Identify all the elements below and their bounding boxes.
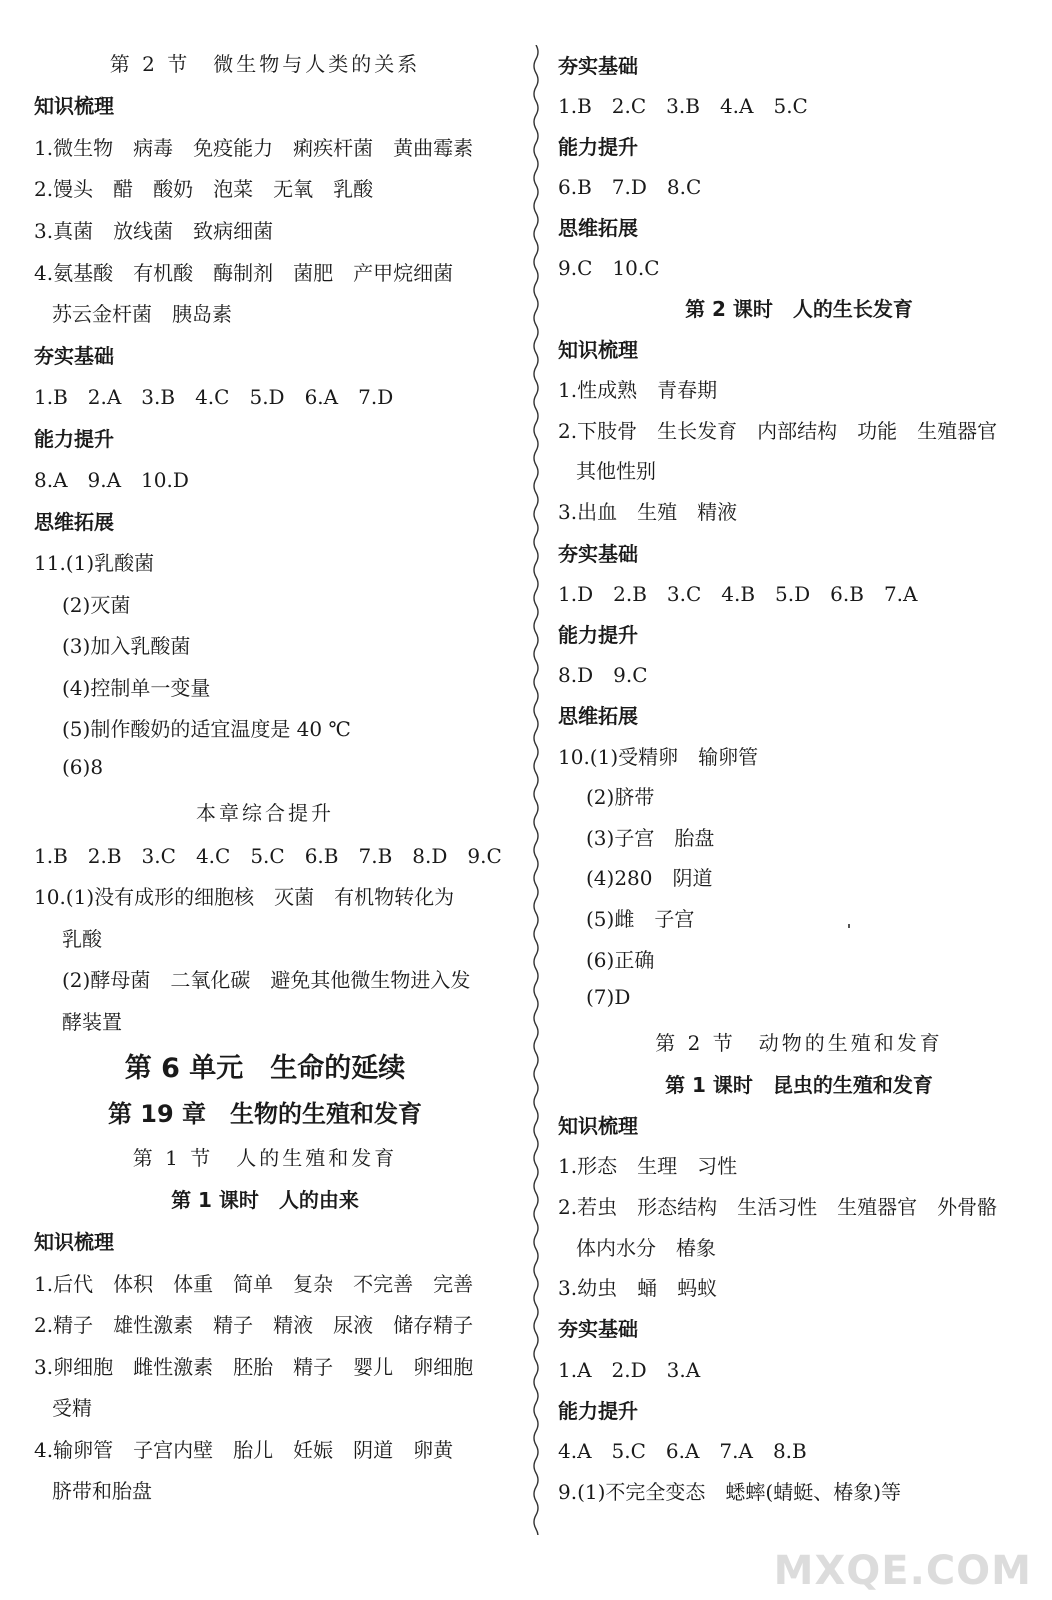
answer-line: 1.形态 生理 习性: [558, 1154, 738, 1178]
section-title: 第 1 节 人的生殖和发育: [132, 1146, 398, 1170]
heading-ability: 能力提升: [558, 623, 638, 647]
answer-line: (2)灭菌: [62, 593, 131, 617]
column-divider: [532, 45, 540, 1535]
answer-line: 2.下肢骨 生长发育 内部结构 功能 生殖器官: [558, 419, 998, 443]
answer-line: 1.微生物 病毒 免疫能力 痢疾杆菌 黄曲霉素: [34, 136, 474, 160]
answer-line: 9.C 10.C: [558, 256, 660, 280]
heading-basics: 夯实基础: [558, 54, 638, 78]
answer-line: (6)正确: [586, 948, 655, 972]
answer-line: (6)8: [62, 755, 104, 779]
answer-line: (4)控制单一变量: [62, 676, 211, 700]
answer-line: (3)加入乳酸菌: [62, 634, 191, 658]
answer-line: (4)280 阴道: [586, 866, 713, 890]
answer-line: 4.A 5.C 6.A 7.A 8.B: [558, 1439, 807, 1463]
heading-ability: 能力提升: [34, 427, 114, 451]
heading-basics: 夯实基础: [558, 1317, 638, 1341]
answer-line: 脐带和胎盘: [52, 1479, 152, 1503]
answer-line: (7)D: [586, 985, 631, 1009]
answer-line: 受精: [52, 1396, 92, 1420]
answer-line: 3.卵细胞 雌性激素 胚胎 精子 婴儿 卵细胞: [34, 1355, 474, 1379]
answer-line: 6.B 7.D 8.C: [558, 175, 702, 199]
answer-line: 9.(1)不完全变态 蟋蟀(蜻蜓、椿象)等: [558, 1480, 902, 1504]
heading-thinking: 思维拓展: [558, 704, 638, 728]
answer-line: 1.B 2.B 3.C 4.C 5.C 6.B 7.B 8.D 9.C: [34, 844, 502, 868]
answer-line: 苏云金杆菌 胰岛素: [52, 302, 232, 326]
heading-thinking: 思维拓展: [558, 216, 638, 240]
stray-mark: [848, 924, 850, 928]
answer-line: 1.B 2.A 3.B 4.C 5.D 6.A 7.D: [34, 385, 394, 409]
answer-line: 4.氨基酸 有机酸 酶制剂 菌肥 产甲烷细菌: [34, 261, 454, 285]
answer-line: 1.B 2.C 3.B 4.A 5.C: [558, 94, 808, 118]
answer-line: 2.精子 雄性激素 精子 精液 尿液 储存精子: [34, 1313, 474, 1337]
section-title: 第 2 节 微生物与人类的关系: [109, 52, 421, 76]
answer-line: 乳酸: [62, 927, 102, 951]
answer-line: 其他性别: [576, 459, 656, 483]
lesson-title: 第 2 课时 人的生长发育: [685, 297, 913, 321]
answer-line: (2)酵母菌 二氧化碳 避免其他微生物进入发: [62, 968, 471, 992]
answer-line: 2.若虫 形态结构 生活习性 生殖器官 外骨骼: [558, 1195, 998, 1219]
answer-line: 1.A 2.D 3.A: [558, 1358, 701, 1382]
answer-line: (2)脐带: [586, 785, 655, 809]
heading-thinking: 思维拓展: [34, 510, 114, 534]
lesson-title: 第 1 课时 昆虫的生殖和发育: [665, 1073, 933, 1097]
answer-line: (5)雌 子宫: [586, 907, 695, 931]
answer-line: 3.出血 生殖 精液: [558, 500, 738, 524]
heading-ability: 能力提升: [558, 1399, 638, 1423]
lesson-title: 第 1 课时 人的由来: [171, 1188, 359, 1212]
heading-ability: 能力提升: [558, 135, 638, 159]
heading-knowledge: 知识梳理: [34, 1230, 114, 1254]
watermark-logo: MXQE.COM: [773, 1548, 1032, 1594]
answer-line: (3)子宫 胎盘: [586, 826, 715, 850]
answer-line: 10.(1)受精卵 输卵管: [558, 745, 759, 769]
heading-basics: 夯实基础: [34, 344, 114, 368]
answer-line: 3.幼虫 蛹 蚂蚁: [558, 1276, 718, 1300]
chapter-review-title: 本章综合提升: [196, 801, 334, 825]
chapter-title: 第 19 章 生物的生殖和发育: [107, 1100, 423, 1128]
answer-line: 11.(1)乳酸菌: [34, 551, 155, 575]
heading-knowledge: 知识梳理: [558, 1114, 638, 1138]
answer-line: 1.后代 体积 体重 简单 复杂 不完善 完善: [34, 1272, 474, 1296]
unit-title: 第 6 单元 生命的延续: [124, 1053, 406, 1084]
answer-line: 4.输卵管 子宫内壁 胎儿 妊娠 阴道 卵黄: [34, 1438, 454, 1462]
answer-line: 1.D 2.B 3.C 4.B 5.D 6.B 7.A: [558, 582, 918, 606]
answer-line: (5)制作酸奶的适宜温度是 40 ℃: [62, 717, 351, 741]
heading-basics: 夯实基础: [558, 542, 638, 566]
answer-line: 酵装置: [62, 1010, 122, 1034]
answer-line: 10.(1)没有成形的细胞核 灭菌 有机物转化为: [34, 885, 455, 909]
section-title: 第 2 节 动物的生殖和发育: [655, 1031, 943, 1055]
answer-line: 2.馒头 醋 酸奶 泡菜 无氧 乳酸: [34, 177, 374, 201]
answer-line: 3.真菌 放线菌 致病细菌: [34, 219, 274, 243]
heading-knowledge: 知识梳理: [34, 94, 114, 118]
heading-knowledge: 知识梳理: [558, 338, 638, 362]
answer-line: 体内水分 椿象: [576, 1236, 716, 1260]
answer-line: 1.性成熟 青春期: [558, 378, 718, 402]
answer-line: 8.D 9.C: [558, 663, 648, 687]
answer-line: 8.A 9.A 10.D: [34, 468, 189, 492]
